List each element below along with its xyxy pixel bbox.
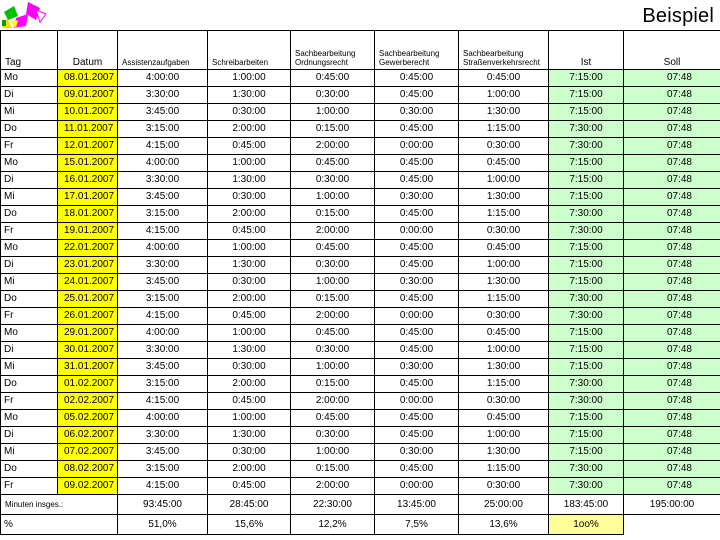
col-header-sach-ord: Sachbearbeitung Ordnungsrecht [291,31,375,70]
sach-gew-cell: 0:45:00 [375,240,459,257]
table-row [1,325,720,342]
schreib-cell: 1:30:00 [208,342,291,359]
day-cell: Fr [1,223,58,240]
sach-ord-cell: 0:30:00 [291,257,375,274]
sach-gew-cell: 0:45:00 [375,87,459,104]
col-header-ist: Ist [549,31,624,70]
ist-cell: 7:15:00 [549,427,624,444]
schreib-cell: 1:30:00 [208,87,291,104]
sach-str-cell: 1:30:00 [459,104,549,121]
assistenz-cell: 4:00:00 [118,325,208,342]
sach-ord-cell: 1:00:00 [291,189,375,206]
ist-cell: 7:15:00 [549,189,624,206]
sach-ord-cell: 0:15:00 [291,206,375,223]
sach-ord-cell: 2:00:00 [291,308,375,325]
sach-gew-cell: 0:45:00 [375,70,459,87]
sach-ord-cell: 0:30:00 [291,172,375,189]
table-row [1,257,720,274]
percent-cell: 51,0% [118,515,208,535]
date-cell: 29.01.2007 [58,325,118,342]
sach-ord-cell: 0:45:00 [291,240,375,257]
soll-cell: 07:48 [624,376,720,393]
day-cell: Do [1,206,58,223]
date-cell: 30.01.2007 [58,342,118,359]
date-cell: 16.01.2007 [58,172,118,189]
sach-ord-cell: 2:00:00 [291,138,375,155]
sach-gew-cell: 0:45:00 [375,461,459,478]
date-cell: 07.02.2007 [58,444,118,461]
ist-cell: 7:15:00 [549,257,624,274]
col-header-datum: Datum [58,31,118,70]
sach-ord-cell: 0:45:00 [291,70,375,87]
sach-str-cell: 0:30:00 [459,308,549,325]
col-header-soll: Soll [624,31,720,70]
sach-ord-cell: 0:45:00 [291,155,375,172]
table-body [1,70,720,495]
table-row [1,274,720,291]
sach-gew-cell: 0:00:00 [375,308,459,325]
ist-cell: 7:15:00 [549,274,624,291]
totals-row [1,495,720,515]
schreib-cell: 2:00:00 [208,206,291,223]
assistenz-cell: 3:45:00 [118,359,208,376]
schreib-cell: 1:00:00 [208,70,291,87]
date-cell: 01.02.2007 [58,376,118,393]
schreib-cell: 2:00:00 [208,291,291,308]
assistenz-cell: 3:30:00 [118,172,208,189]
percent-ist-cell: 1oo% [549,515,624,535]
sach-ord-cell: 0:30:00 [291,342,375,359]
assistenz-cell: 3:45:00 [118,444,208,461]
ist-cell: 7:15:00 [549,240,624,257]
sach-str-cell: 1:30:00 [459,359,549,376]
sach-str-cell: 1:15:00 [459,291,549,308]
percent-row [1,515,720,535]
soll-cell: 07:48 [624,206,720,223]
sach-gew-cell: 0:30:00 [375,104,459,121]
sach-str-cell: 0:45:00 [459,70,549,87]
day-cell: Mo [1,325,58,342]
table-row [1,359,720,376]
date-cell: 02.02.2007 [58,393,118,410]
table-row [1,172,720,189]
assistenz-cell: 4:00:00 [118,240,208,257]
soll-cell: 07:48 [624,478,720,495]
day-cell: Di [1,172,58,189]
day-cell: Mo [1,70,58,87]
percent-cell: 7,5% [375,515,459,535]
day-cell: Mo [1,240,58,257]
assistenz-cell: 3:30:00 [118,342,208,359]
soll-cell: 07:48 [624,308,720,325]
date-cell: 10.01.2007 [58,104,118,121]
sach-gew-cell: 0:45:00 [375,206,459,223]
col-header-schreib: Schreibarbeiten [208,31,291,70]
date-cell: 25.01.2007 [58,291,118,308]
soll-cell: 07:48 [624,291,720,308]
assistenz-cell: 3:15:00 [118,376,208,393]
percent-label: % [1,515,118,535]
day-cell: Mo [1,155,58,172]
title-bar [0,0,720,30]
schreib-cell: 2:00:00 [208,121,291,138]
day-cell: Mi [1,359,58,376]
ist-cell: 7:15:00 [549,342,624,359]
table-row [1,376,720,393]
ist-cell: 7:30:00 [549,223,624,240]
sach-str-cell: 0:45:00 [459,240,549,257]
ist-cell: 7:30:00 [549,121,624,138]
schreib-cell: 1:00:00 [208,240,291,257]
table-row [1,342,720,359]
date-cell: 26.01.2007 [58,308,118,325]
ist-cell: 7:30:00 [549,291,624,308]
total-cell: 28:45:00 [208,495,291,515]
soll-cell: 07:48 [624,121,720,138]
day-cell: Di [1,342,58,359]
day-cell: Fr [1,478,58,495]
table-row [1,138,720,155]
soll-cell: 07:48 [624,427,720,444]
assistenz-cell: 4:15:00 [118,223,208,240]
sach-gew-cell: 0:00:00 [375,223,459,240]
ist-cell: 7:15:00 [549,359,624,376]
schreib-cell: 1:30:00 [208,257,291,274]
ist-cell: 7:15:00 [549,172,624,189]
ist-cell: 7:15:00 [549,444,624,461]
sach-gew-cell: 0:45:00 [375,376,459,393]
page-title: Beispiel [642,5,714,27]
sach-gew-cell: 0:45:00 [375,121,459,138]
date-cell: 05.02.2007 [58,410,118,427]
assistenz-cell: 3:15:00 [118,461,208,478]
sach-ord-cell: 2:00:00 [291,478,375,495]
schreib-cell: 0:30:00 [208,444,291,461]
soll-cell: 07:48 [624,461,720,478]
day-cell: Di [1,87,58,104]
date-cell: 22.01.2007 [58,240,118,257]
sach-gew-cell: 0:45:00 [375,155,459,172]
total-cell: 93:45:00 [118,495,208,515]
schreib-cell: 0:45:00 [208,138,291,155]
soll-cell: 07:48 [624,393,720,410]
ist-cell: 7:15:00 [549,104,624,121]
date-cell: 08.01.2007 [58,70,118,87]
schreib-cell: 2:00:00 [208,376,291,393]
assistenz-cell: 3:30:00 [118,257,208,274]
sach-gew-cell: 0:00:00 [375,138,459,155]
schreib-cell: 0:45:00 [208,308,291,325]
col-header-tag: Tag [1,31,58,70]
sach-ord-cell: 0:15:00 [291,376,375,393]
assistenz-cell: 4:15:00 [118,138,208,155]
col-header-sach-str: Sachbearbeitung Straßenverkehrsrecht [459,31,549,70]
schreib-cell: 2:00:00 [208,461,291,478]
sach-gew-cell: 0:30:00 [375,274,459,291]
sach-ord-cell: 0:15:00 [291,461,375,478]
assistenz-cell: 3:45:00 [118,104,208,121]
sach-str-cell: 0:45:00 [459,325,549,342]
sach-ord-cell: 1:00:00 [291,359,375,376]
percent-cell: 13,6% [459,515,549,535]
soll-cell: 07:48 [624,104,720,121]
date-cell: 09.01.2007 [58,87,118,104]
table-row [1,427,720,444]
table-row [1,308,720,325]
sach-str-cell: 0:30:00 [459,223,549,240]
sach-str-cell: 0:45:00 [459,410,549,427]
sach-gew-cell: 0:00:00 [375,478,459,495]
ist-cell: 7:30:00 [549,478,624,495]
sach-gew-cell: 0:45:00 [375,257,459,274]
date-cell: 06.02.2007 [58,427,118,444]
table-row [1,291,720,308]
assistenz-cell: 3:45:00 [118,189,208,206]
table-row [1,206,720,223]
sach-ord-cell: 1:00:00 [291,444,375,461]
col-header-assistenz: Assistenzaufgaben [118,31,208,70]
sach-gew-cell: 0:30:00 [375,444,459,461]
soll-cell: 07:48 [624,274,720,291]
ist-cell: 7:30:00 [549,138,624,155]
sach-ord-cell: 0:30:00 [291,427,375,444]
day-cell: Do [1,291,58,308]
ist-cell: 7:15:00 [549,325,624,342]
ist-cell: 7:30:00 [549,461,624,478]
assistenz-cell: 3:15:00 [118,291,208,308]
assistenz-cell: 3:45:00 [118,274,208,291]
assistenz-cell: 3:30:00 [118,427,208,444]
ist-cell: 7:30:00 [549,206,624,223]
schreib-cell: 1:00:00 [208,325,291,342]
day-cell: Di [1,257,58,274]
assistenz-cell: 4:00:00 [118,410,208,427]
col-header-sach-gew: Sachbearbeitung Gewerberecht [375,31,459,70]
sach-gew-cell: 0:30:00 [375,359,459,376]
soll-cell: 07:48 [624,444,720,461]
sach-gew-cell: 0:30:00 [375,189,459,206]
total-ist-cell: 183:45:00 [549,495,624,515]
sach-gew-cell: 0:45:00 [375,325,459,342]
assistenz-cell: 4:00:00 [118,70,208,87]
sach-str-cell: 1:00:00 [459,87,549,104]
percent-cell: 12,2% [291,515,375,535]
total-cell: 25:00:00 [459,495,549,515]
sach-ord-cell: 0:45:00 [291,410,375,427]
day-cell: Fr [1,138,58,155]
table-row [1,121,720,138]
table-row [1,155,720,172]
assistenz-cell: 4:15:00 [118,393,208,410]
total-soll-cell: 195:00:00 [624,495,720,515]
date-cell: 15.01.2007 [58,155,118,172]
table-row [1,70,720,87]
percent-cell: 15,6% [208,515,291,535]
time-table [0,30,720,535]
sach-str-cell: 1:15:00 [459,206,549,223]
table-row [1,393,720,410]
logo-icon [0,0,52,30]
schreib-cell: 1:00:00 [208,155,291,172]
date-cell: 18.01.2007 [58,206,118,223]
soll-cell: 07:48 [624,240,720,257]
assistenz-cell: 4:15:00 [118,478,208,495]
day-cell: Fr [1,308,58,325]
table-row [1,240,720,257]
day-cell: Do [1,376,58,393]
date-cell: 08.02.2007 [58,461,118,478]
sach-ord-cell: 2:00:00 [291,223,375,240]
assistenz-cell: 3:15:00 [118,121,208,138]
day-cell: Mi [1,274,58,291]
soll-cell: 07:48 [624,325,720,342]
header-row [1,31,720,70]
day-cell: Mi [1,104,58,121]
sach-str-cell: 1:30:00 [459,274,549,291]
table-row [1,104,720,121]
sach-ord-cell: 0:15:00 [291,121,375,138]
table-row [1,461,720,478]
sach-str-cell: 1:30:00 [459,189,549,206]
sach-str-cell: 1:00:00 [459,257,549,274]
ist-cell: 7:15:00 [549,87,624,104]
soll-cell: 07:48 [624,223,720,240]
total-cell: 22:30:00 [291,495,375,515]
sach-ord-cell: 1:00:00 [291,104,375,121]
sach-str-cell: 1:30:00 [459,444,549,461]
date-cell: 12.01.2007 [58,138,118,155]
soll-cell: 07:48 [624,87,720,104]
date-cell: 11.01.2007 [58,121,118,138]
schreib-cell: 0:30:00 [208,104,291,121]
soll-cell: 07:48 [624,70,720,87]
sach-gew-cell: 0:45:00 [375,172,459,189]
soll-cell: 07:48 [624,138,720,155]
soll-cell: 07:48 [624,172,720,189]
sach-str-cell: 1:00:00 [459,342,549,359]
sach-str-cell: 0:30:00 [459,478,549,495]
ist-cell: 7:15:00 [549,155,624,172]
soll-cell: 07:48 [624,257,720,274]
ist-cell: 7:15:00 [549,410,624,427]
day-cell: Do [1,121,58,138]
sach-ord-cell: 2:00:00 [291,393,375,410]
ist-cell: 7:15:00 [549,70,624,87]
sach-str-cell: 1:15:00 [459,461,549,478]
schreib-cell: 0:45:00 [208,478,291,495]
percent-soll-cell [624,515,720,535]
day-cell: Fr [1,393,58,410]
table-row [1,444,720,461]
date-cell: 09.02.2007 [58,478,118,495]
day-cell: Di [1,427,58,444]
sach-str-cell: 1:00:00 [459,172,549,189]
date-cell: 31.01.2007 [58,359,118,376]
sach-ord-cell: 0:15:00 [291,291,375,308]
sach-ord-cell: 1:00:00 [291,274,375,291]
sach-str-cell: 1:00:00 [459,427,549,444]
table-row [1,189,720,206]
day-cell: Do [1,461,58,478]
day-cell: Mi [1,444,58,461]
soll-cell: 07:48 [624,342,720,359]
table-row [1,87,720,104]
totals-label: Minuten insges.: [1,495,118,515]
sach-gew-cell: 0:00:00 [375,393,459,410]
schreib-cell: 0:45:00 [208,393,291,410]
table-row [1,410,720,427]
sach-str-cell: 0:30:00 [459,393,549,410]
sach-str-cell: 0:45:00 [459,155,549,172]
assistenz-cell: 4:15:00 [118,308,208,325]
assistenz-cell: 4:00:00 [118,155,208,172]
soll-cell: 07:48 [624,410,720,427]
ist-cell: 7:30:00 [549,308,624,325]
schreib-cell: 1:30:00 [208,427,291,444]
soll-cell: 07:48 [624,359,720,376]
sach-gew-cell: 0:45:00 [375,291,459,308]
sach-gew-cell: 0:45:00 [375,342,459,359]
table-row [1,478,720,495]
assistenz-cell: 3:15:00 [118,206,208,223]
schreib-cell: 1:30:00 [208,172,291,189]
sach-str-cell: 1:15:00 [459,376,549,393]
sach-ord-cell: 0:45:00 [291,325,375,342]
schreib-cell: 0:30:00 [208,189,291,206]
schreib-cell: 0:30:00 [208,359,291,376]
day-cell: Mi [1,189,58,206]
sach-gew-cell: 0:45:00 [375,427,459,444]
date-cell: 24.01.2007 [58,274,118,291]
date-cell: 19.01.2007 [58,223,118,240]
date-cell: 17.01.2007 [58,189,118,206]
sach-ord-cell: 0:30:00 [291,87,375,104]
table-row [1,223,720,240]
schreib-cell: 0:30:00 [208,274,291,291]
sach-str-cell: 1:15:00 [459,121,549,138]
date-cell: 23.01.2007 [58,257,118,274]
soll-cell: 07:48 [624,189,720,206]
schreib-cell: 0:45:00 [208,223,291,240]
sach-gew-cell: 0:45:00 [375,410,459,427]
day-cell: Mo [1,410,58,427]
ist-cell: 7:30:00 [549,376,624,393]
schreib-cell: 1:00:00 [208,410,291,427]
total-cell: 13:45:00 [375,495,459,515]
soll-cell: 07:48 [624,155,720,172]
ist-cell: 7:30:00 [549,393,624,410]
sach-str-cell: 0:30:00 [459,138,549,155]
assistenz-cell: 3:30:00 [118,87,208,104]
